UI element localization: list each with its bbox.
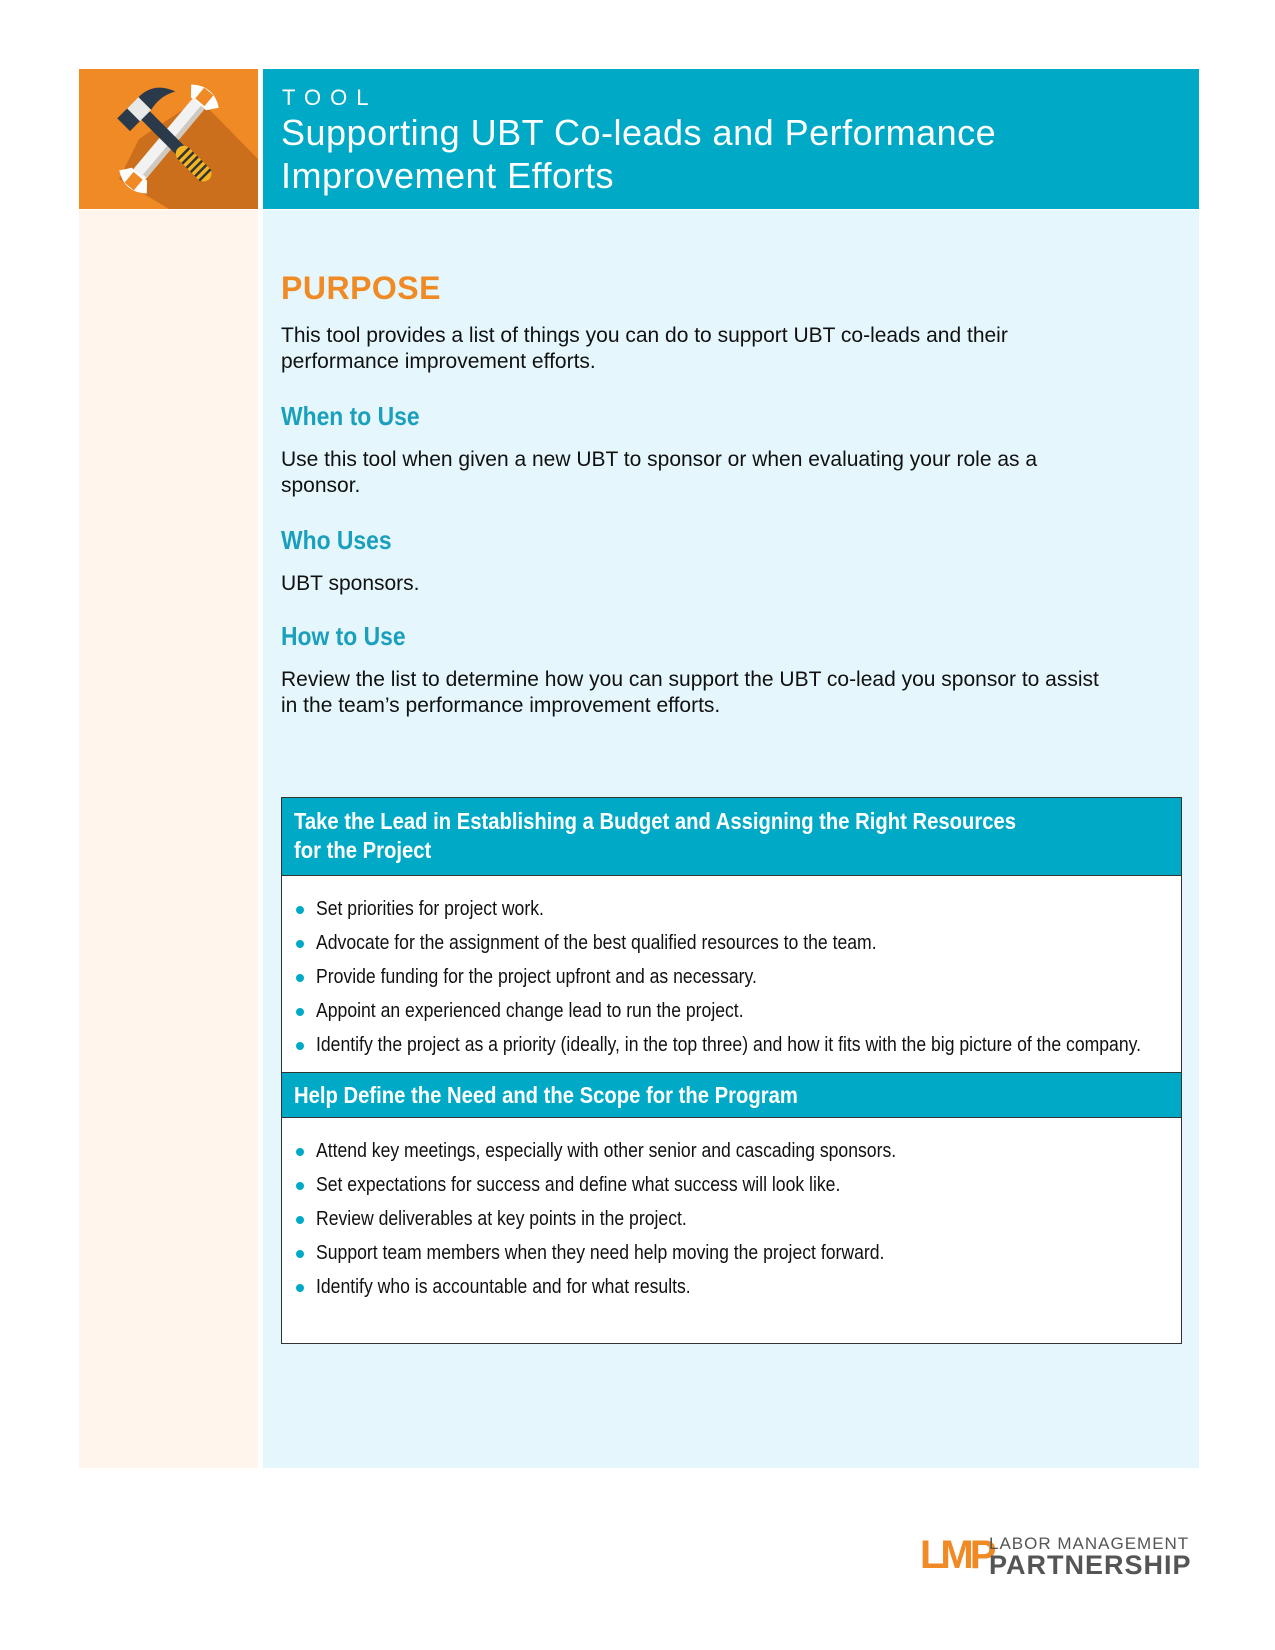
- bullet-icon: [296, 1182, 304, 1190]
- table-section-header: [282, 798, 1181, 876]
- actions-table: [281, 797, 1182, 1344]
- how-to-use-text-line-1: Review the list to determine how you can support the UBT co-lead you sponsor to assist: [281, 668, 1099, 691]
- bullet-icon: [296, 906, 304, 914]
- list-item: Set expectations for success and define what success will look like.: [294, 1172, 1169, 1198]
- bullet-icon: [296, 1216, 304, 1224]
- logo-line-2: PARTNERSHIP: [989, 1550, 1192, 1580]
- list-item: Support team members when they need help moving the project forward.: [294, 1240, 1169, 1266]
- bullet-icon: [296, 940, 304, 948]
- when-to-use-text-line-2: sponsor.: [281, 474, 361, 497]
- list-item: Attend key meetings, especially with other senior and cascading sponsors.: [294, 1138, 1169, 1164]
- lmp-logo: [920, 1533, 1200, 1579]
- bullet-icon: [296, 1008, 304, 1016]
- sidebar-column: [79, 210, 258, 1468]
- who-uses-heading: Who Uses: [281, 525, 392, 555]
- section-title: Help Define the Need and the Scope for the Program: [294, 1082, 798, 1108]
- tools-icon: [79, 69, 258, 209]
- tool-icon-block: [79, 69, 258, 209]
- list-item: Provide funding for the project upfront and as necessary.: [294, 964, 1169, 990]
- purpose-text-line-2: performance improvement efforts.: [281, 350, 596, 373]
- logo-line-1: LABOR MANAGEMENT: [989, 1534, 1190, 1553]
- page-title-line-1: Supporting UBT Co-leads and Performance: [281, 112, 997, 153]
- page-title: [281, 111, 996, 197]
- table-section-header: [282, 1072, 1181, 1118]
- list-item: Appoint an experienced change lead to run the project.: [294, 998, 1169, 1024]
- list-item: Review deliverables at key points in the project.: [294, 1206, 1169, 1232]
- doc-type-label: TOOL: [282, 85, 378, 110]
- section-list: [282, 1118, 1181, 1316]
- page-title-line-2: Improvement Efforts: [281, 155, 614, 196]
- how-to-use-text: [281, 667, 1181, 719]
- purpose-text: [281, 323, 1181, 375]
- how-to-use-text-line-2: in the team’s performance improvement efforts.: [281, 694, 721, 717]
- when-to-use-text-line-1: Use this tool when given a new UBT to sponsor or when evaluating your role as a: [281, 448, 1038, 471]
- who-uses-text: UBT sponsors.: [281, 572, 420, 595]
- section-title-line-2: for the Project: [294, 837, 432, 863]
- list-item: Advocate for the assignment of the best qualified resources to the team.: [294, 930, 1169, 956]
- section-list: [282, 876, 1181, 1072]
- bullet-icon: [296, 1042, 304, 1050]
- list-item: Set priorities for project work.: [294, 896, 1169, 922]
- bullet-icon: [296, 1284, 304, 1292]
- when-to-use-text: [281, 447, 1181, 499]
- bullet-icon: [296, 974, 304, 982]
- when-to-use-heading: When to Use: [281, 401, 420, 431]
- how-to-use-heading: How to Use: [281, 621, 406, 651]
- purpose-text-line-1: This tool provides a list of things you can do to support UBT co-leads and their: [281, 324, 1008, 347]
- section-title-line-1: Take the Lead in Establishing a Budget and Assigning the Right Resources: [294, 808, 1016, 834]
- list-item: Identify who is accountable and for what results.: [294, 1274, 1169, 1300]
- document-header: [263, 69, 1199, 209]
- bullet-icon: [296, 1250, 304, 1258]
- bullet-icon: [296, 1148, 304, 1156]
- lmp-logo-mark: LMP: [920, 1533, 993, 1577]
- list-item: Identify the project as a priority (ideally, in the top three) and how it fits with the big picture of the company.: [294, 1032, 1169, 1058]
- purpose-heading: PURPOSE: [281, 270, 441, 306]
